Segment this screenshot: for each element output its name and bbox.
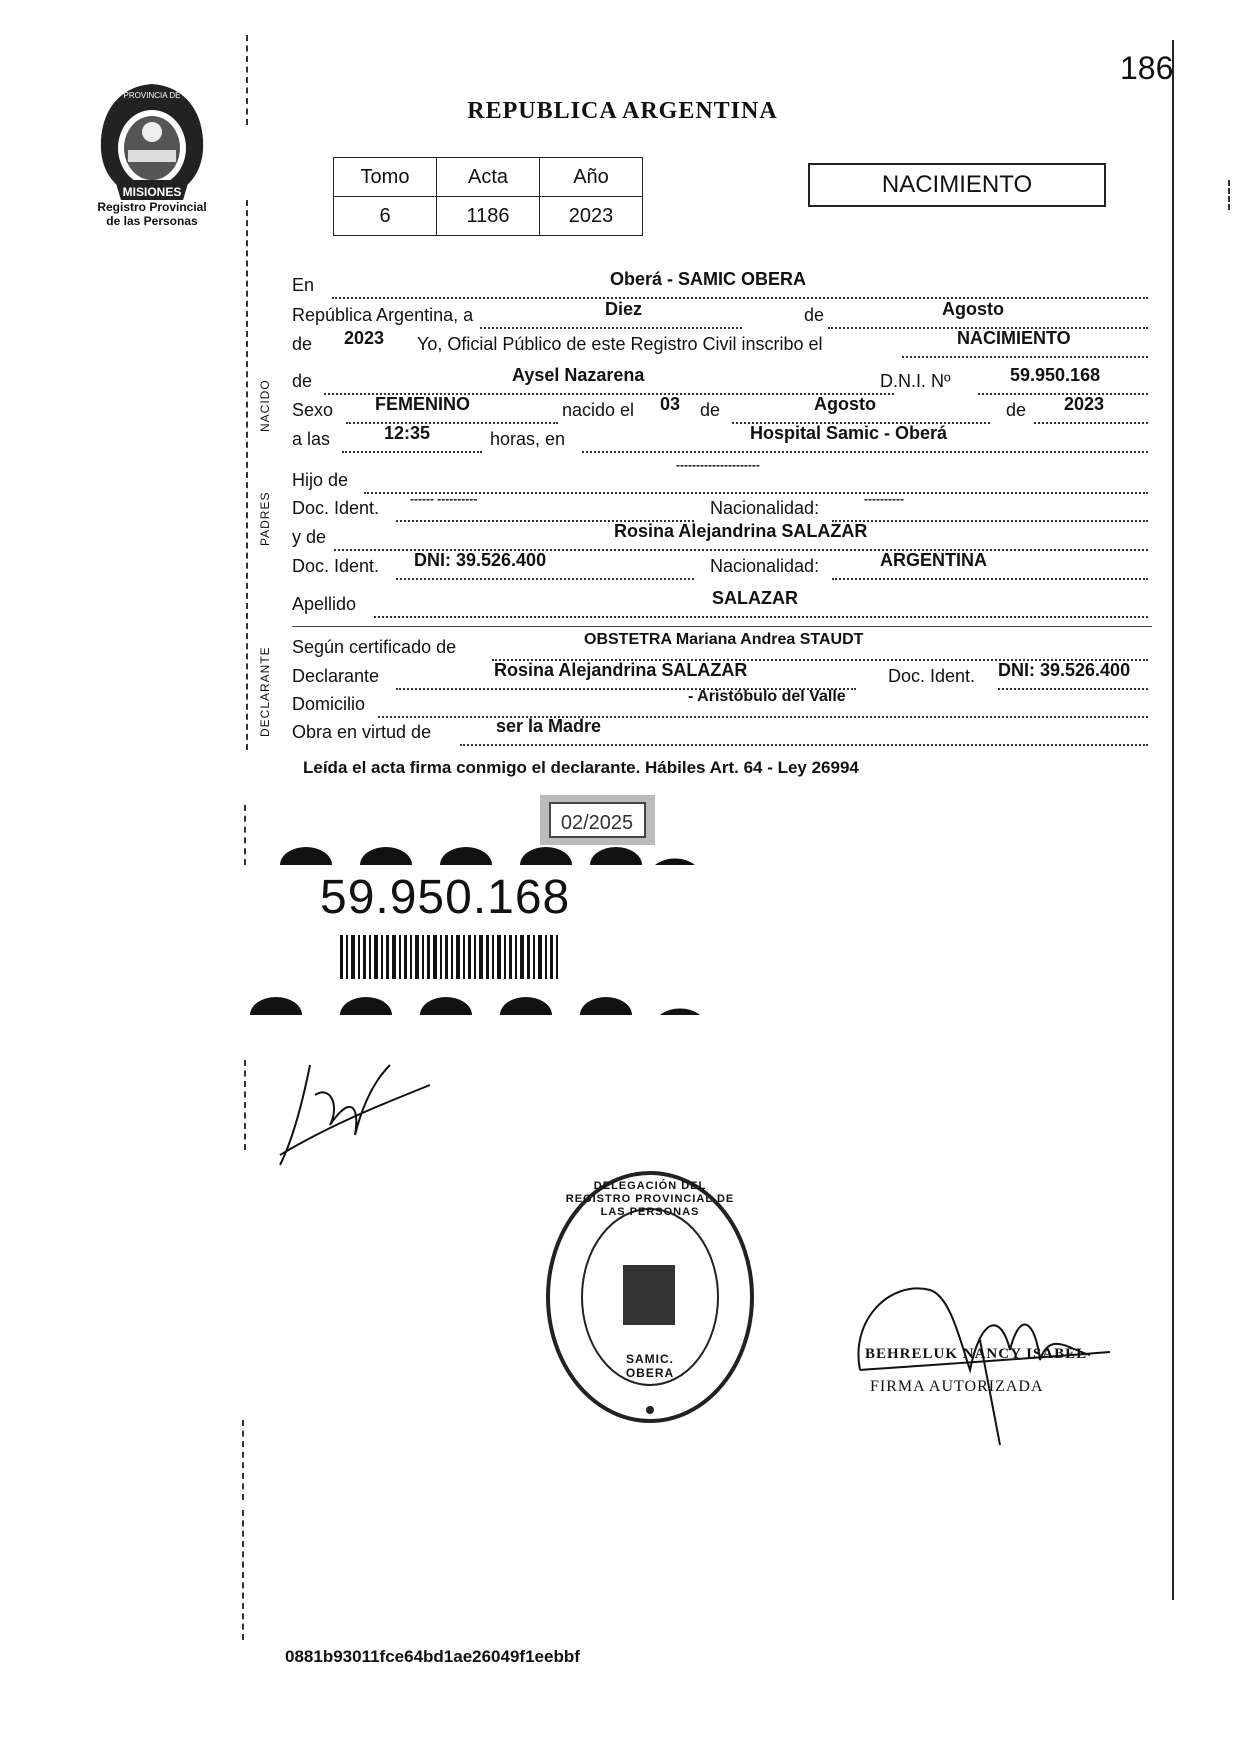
svg-text:PROVINCIA DE: PROVINCIA DE: [123, 91, 181, 100]
field-domicilio: Domicilio - Aristóbulo del Valle: [292, 694, 1152, 720]
document-type-box: NACIMIENTO: [808, 163, 1106, 207]
section-label-padres: PADRES: [258, 491, 272, 546]
logo-caption: Registro Provincial de las Personas: [97, 200, 207, 228]
right-margin-line: [1172, 40, 1174, 1600]
margin-dash: [246, 200, 248, 750]
field-en: En Oberá - SAMIC OBERA: [292, 275, 1152, 301]
official-signature: [270, 1055, 440, 1175]
field-sexo: Sexo FEMENINO nacido el 03 de Agosto de 2023: [292, 400, 1152, 426]
field-hora: a las 12:35 horas, en Hospital Samic - Oberá: [292, 429, 1152, 455]
field-y-de: y de Rosina Alejandrina SALAZAR: [292, 527, 1152, 553]
authorized-name: BEHRELUK NANCY ISABEL: [865, 1346, 1088, 1362]
document-hash: 0881b93011fce64bd1ae26049f1eebbf: [285, 1647, 580, 1666]
field-certificado: Según certificado de OBSTETRA Mariana Andrea STAUDT: [292, 637, 1152, 663]
svg-text:02/2025: 02/2025: [560, 812, 634, 834]
field-declarante: Declarante Rosina Alejandrina SALAZAR Doc. Ident. DNI: 39.526.400: [292, 666, 1152, 692]
header-anio: Año: [540, 158, 643, 197]
field-nombre: de Aysel Nazarena D.N.I. Nº 59.950.168: [292, 371, 1152, 397]
authorized-label: FIRMA AUTORIZADA: [870, 1378, 1044, 1395]
field-doc-madre: Doc. Ident. DNI: 39.526.400 Nacionalidad: ARGENTINA: [292, 556, 1152, 582]
field-fecha-acta: República Argentina, a Diez de Agosto: [292, 305, 1152, 331]
field-obra: Obra en virtud de ser la Madre: [292, 722, 1152, 748]
page-number: 186: [1120, 50, 1174, 86]
seal-bottom-text: SAMIC. OBERA: [625, 1352, 675, 1380]
section-divider: [292, 626, 1152, 627]
margin-dash: [244, 1060, 246, 1150]
svg-text:MISIONES: MISIONES: [122, 185, 182, 199]
field-apellido: Apellido SALAZAR: [292, 594, 1152, 620]
sticker-dni-number: 59.950.168: [320, 871, 571, 924]
field-inscripcion: de 2023 Yo, Oficial Público de este Registro Civil inscribo el NACIMIENTO: [292, 334, 1152, 360]
section-label-declarante: DECLARANTE: [258, 646, 272, 737]
closing-note: Leída el acta firma conmigo el declarante. Hábiles Art. 64 - Ley 26994: [303, 758, 859, 777]
header-tomo: Tomo: [334, 158, 437, 197]
margin-dash: [242, 1510, 244, 1640]
header-acta: Acta: [437, 158, 540, 197]
reference-table: [333, 157, 643, 236]
value-acta: 1186: [437, 197, 540, 236]
margin-dash: [1228, 180, 1230, 210]
value-anio: 2023: [540, 197, 643, 236]
section-label-nacido: NACIDO: [258, 379, 272, 432]
field-doc-padre: Doc. Ident. ------ ---------- Nacionalidad: ----------: [292, 498, 1152, 524]
field-hijo-de: Hijo de ---------------------: [292, 470, 1152, 496]
value-tomo: 6: [334, 197, 437, 236]
margin-dash: [242, 1420, 244, 1500]
document-title: REPUBLICA ARGENTINA: [467, 98, 778, 124]
margin-dash: [244, 805, 246, 865]
seal-text: DELEGACIÓN DEL REGISTRO PROVINCIAL DE LAS PERSONAS: [565, 1180, 735, 1218]
